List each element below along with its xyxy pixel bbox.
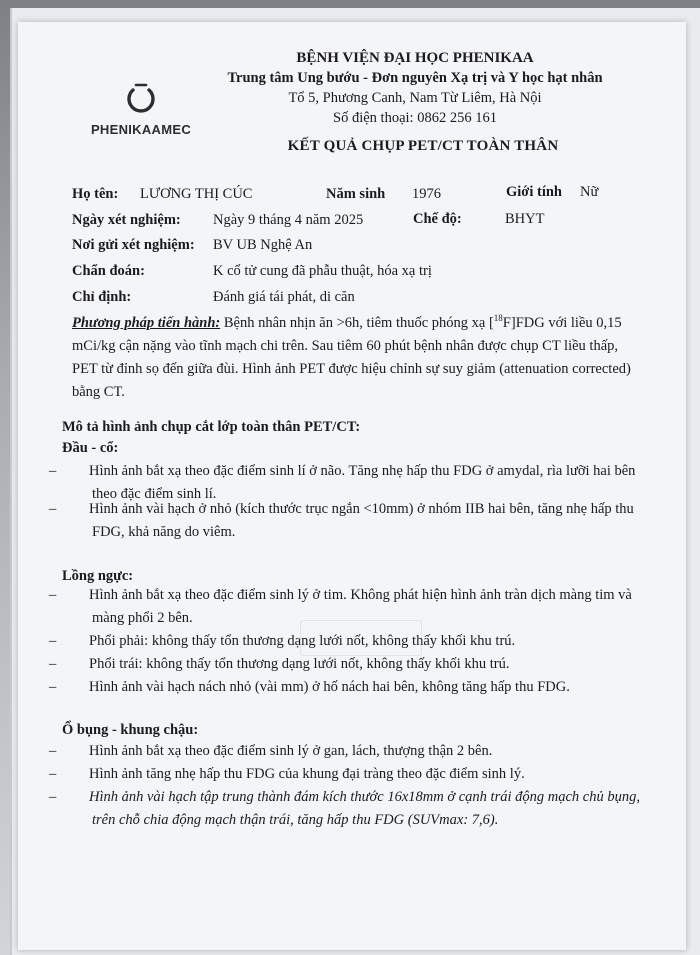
method-superscript: 18	[493, 313, 503, 324]
regime-label: Chế độ:	[413, 211, 462, 227]
list-item: – Hình ảnh bắt xạ theo đặc điểm sinh lý ở gan, lách, thượng thận 2 bên.	[49, 743, 493, 759]
hospital-header	[205, 50, 625, 127]
hospital-address: Tổ 5, Phương Canh, Nam Từ Liêm, Hà Nội	[288, 90, 542, 106]
description-title: Mô tả hình ảnh chụp cắt lớp toàn thân PET/CT:	[62, 419, 361, 435]
indication-label: Chỉ định:	[72, 289, 132, 305]
name-label: Họ tên:	[72, 186, 119, 202]
document-title: KẾT QUẢ CHỤP PET/CT TOÀN THÂN	[287, 138, 559, 154]
diagnosis-label: Chẩn đoán:	[72, 263, 145, 279]
list-item: – Phổi phải: không thấy tổn thương dạng lưới nốt, không thấy khối khu trú.	[49, 633, 516, 649]
list-item: – Phổi trái: không thấy tổn thương dạng lưới nốt, không thấy khối khu trú.	[49, 656, 510, 672]
referrer-label: Nơi gửi xét nghiệm:	[72, 237, 195, 253]
list-item: – Hình ảnh tăng nhẹ hấp thu FDG của khung đại tràng theo đặc điểm sinh lý.	[49, 766, 525, 782]
faint-watermark	[300, 620, 422, 656]
logo-text: PHENIKAAMEC	[90, 122, 192, 137]
regime: BHYT	[505, 211, 545, 227]
section-abdomen-title: Ổ bụng - khung chậu:	[62, 722, 199, 738]
list-item: – Hình ảnh bắt xạ theo đặc điểm sinh lý ở tim. Không phát hiện hình ảnh tràn dịch màng tim và màng phổi 2 bên.	[49, 587, 632, 626]
birth-year-label: Năm sinh	[326, 186, 386, 202]
method-text-b: F]FDG với liều 0,15 mCi/kg cận nặng vào tĩnh mạch chi trên. Sau tiêm 60 phút bệnh nhân được chụp CT liều thấp, PET từ đỉnh sọ đến giữa đùi. Hình ảnh PET được hiệu chỉnh sự suy giảm (attenuation corrected) bằng CT.	[72, 315, 631, 400]
diagnosis: K cổ tử cung đã phẫu thuật, hóa xạ trị	[213, 263, 432, 279]
list-item: – Hình ảnh vài hạch ở nhỏ (kích thước trục ngắn <10mm) ở nhóm IIB hai bên, tăng nhẹ hấp thu FDG, khả năng do viêm.	[49, 501, 634, 540]
test-date-label: Ngày xét nghiệm:	[72, 212, 181, 228]
section-chest-title: Lồng ngực:	[62, 568, 134, 584]
referrer: BV UB Nghệ An	[213, 237, 313, 253]
list-item: – Hình ảnh vài hạch tập trung thành đám kích thước 16x18mm ở cạnh trái động mạch chủ bụng, trên chỗ chia động mạch thận trái, tăng hấp thu FDG (SUVmax: 7,6).	[49, 789, 640, 828]
list-item: – Hình ảnh bắt xạ theo đặc điểm sinh lí ở não. Tăng nhẹ hấp thu FDG ở amydal, rìa lưỡi hai bên theo đặc điểm sinh lí.	[49, 463, 636, 502]
gender-label: Giới tính	[506, 184, 562, 200]
hospital-logo	[76, 82, 206, 137]
hospital-phone: Số điện thoại: 0862 256 161	[333, 110, 497, 126]
birth-year: 1976	[412, 186, 441, 202]
indication: Đánh giá tái phát, di căn	[213, 289, 355, 305]
phenikaamec-ring-logo-icon	[124, 82, 158, 116]
gender: Nữ	[580, 184, 599, 200]
test-date: Ngày 9 tháng 4 năm 2025	[213, 212, 364, 228]
patient-name: LƯƠNG THỊ CÚC	[140, 186, 253, 202]
center-name: Trung tâm Ung bướu - Đơn nguyên Xạ trị và Y học hạt nhân	[227, 70, 603, 86]
list-item: – Hình ảnh vài hạch nách nhỏ (vài mm) ở hố nách hai bên, không tăng hấp thu FDG.	[49, 679, 570, 695]
section-head-neck-title: Đầu - cổ:	[62, 440, 119, 456]
hospital-name: BỆNH VIỆN ĐẠI HỌC PHENIKAA	[296, 50, 534, 66]
method-paragraph	[72, 312, 642, 404]
method-label: Phương pháp tiến hành:	[72, 315, 221, 331]
method-text-a: Bệnh nhân nhịn ăn >6h, tiêm thuốc phóng xạ [	[220, 315, 494, 331]
